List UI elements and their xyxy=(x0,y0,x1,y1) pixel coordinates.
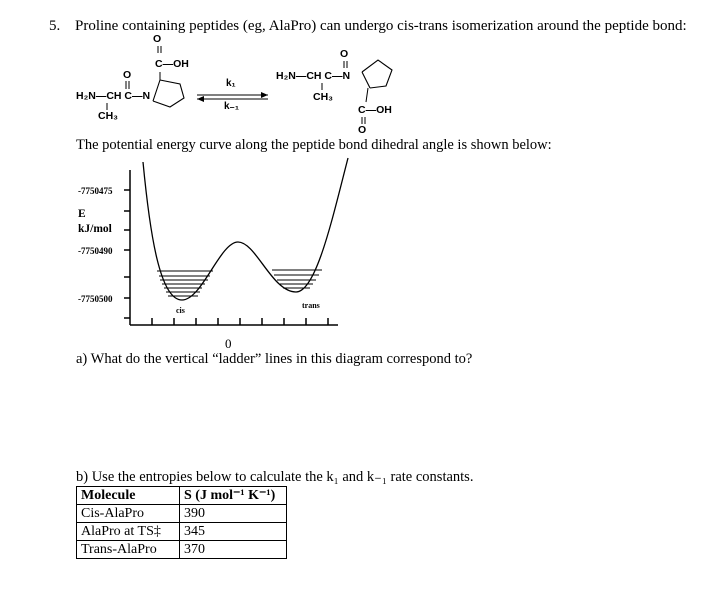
part-a-question: a) What do the vertical “ladder” lines in this diagram correspond to? xyxy=(76,351,473,367)
trans-chain-label: H₂N—CH C—N xyxy=(276,70,351,82)
trans-cooh-o-bottom: O xyxy=(358,124,367,136)
cis-label: cis xyxy=(176,306,185,315)
y-tick-label-3: -7750500 xyxy=(78,294,113,304)
entropy-table xyxy=(76,486,287,559)
cis-ladder xyxy=(157,271,213,296)
table-row xyxy=(77,541,287,559)
trans-cooh-label: C—OH xyxy=(358,104,392,116)
question-text: Proline containing peptides (eg, AlaPro) can undergo cis-trans isomerization around the peptide bond: xyxy=(75,18,687,34)
cell-molecule: Cis-AlaPro xyxy=(77,505,180,523)
x-axis-zero-label: 0 xyxy=(225,336,232,351)
intro-text: The potential energy curve along the peptide bond dihedral angle is shown below: xyxy=(76,137,552,153)
cell-molecule: AlaPro at TS‡ xyxy=(77,523,180,541)
y-tick-label-2: -7750490 xyxy=(78,246,113,256)
trans-label: trans xyxy=(302,301,320,310)
cis-ch3-label: CH₃ xyxy=(98,110,119,122)
k-forward-label: k₁ xyxy=(226,78,236,89)
header-molecule: Molecule xyxy=(77,487,180,505)
y-axis-title-e: E xyxy=(78,208,86,220)
cis-cooh-label: C—OH xyxy=(155,58,189,70)
cell-entropy: 370 xyxy=(180,541,287,559)
cell-entropy: 390 xyxy=(180,505,287,523)
x-ticks xyxy=(152,318,328,325)
part-b-question: b) Use the entropies below to calculate the k₁ and k₋₁ rate constants. xyxy=(76,469,474,485)
cell-entropy: 345 xyxy=(180,523,287,541)
cis-carbonyl-o: O xyxy=(123,69,132,81)
y-tick-label-1: -7750475 xyxy=(78,186,113,196)
header-entropy: S (J mol⁻¹ K⁻¹) xyxy=(180,487,287,505)
k-reverse-label: k₋₁ xyxy=(224,101,239,112)
y-axis-title-units: kJ/mol xyxy=(78,223,112,235)
trans-ch3-label: CH₃ xyxy=(313,91,334,103)
cis-cooh-o-top: O xyxy=(153,33,162,45)
potential-energy-curve xyxy=(143,158,348,300)
table-row xyxy=(77,505,287,523)
table-row xyxy=(77,523,287,541)
cis-chain-label: H₂N—CH C—N xyxy=(76,90,151,102)
cell-molecule: Trans-AlaPro xyxy=(77,541,180,559)
table-header-row xyxy=(77,487,287,505)
question-number: 5. xyxy=(49,18,61,34)
trans-carbonyl-o: O xyxy=(340,48,349,60)
